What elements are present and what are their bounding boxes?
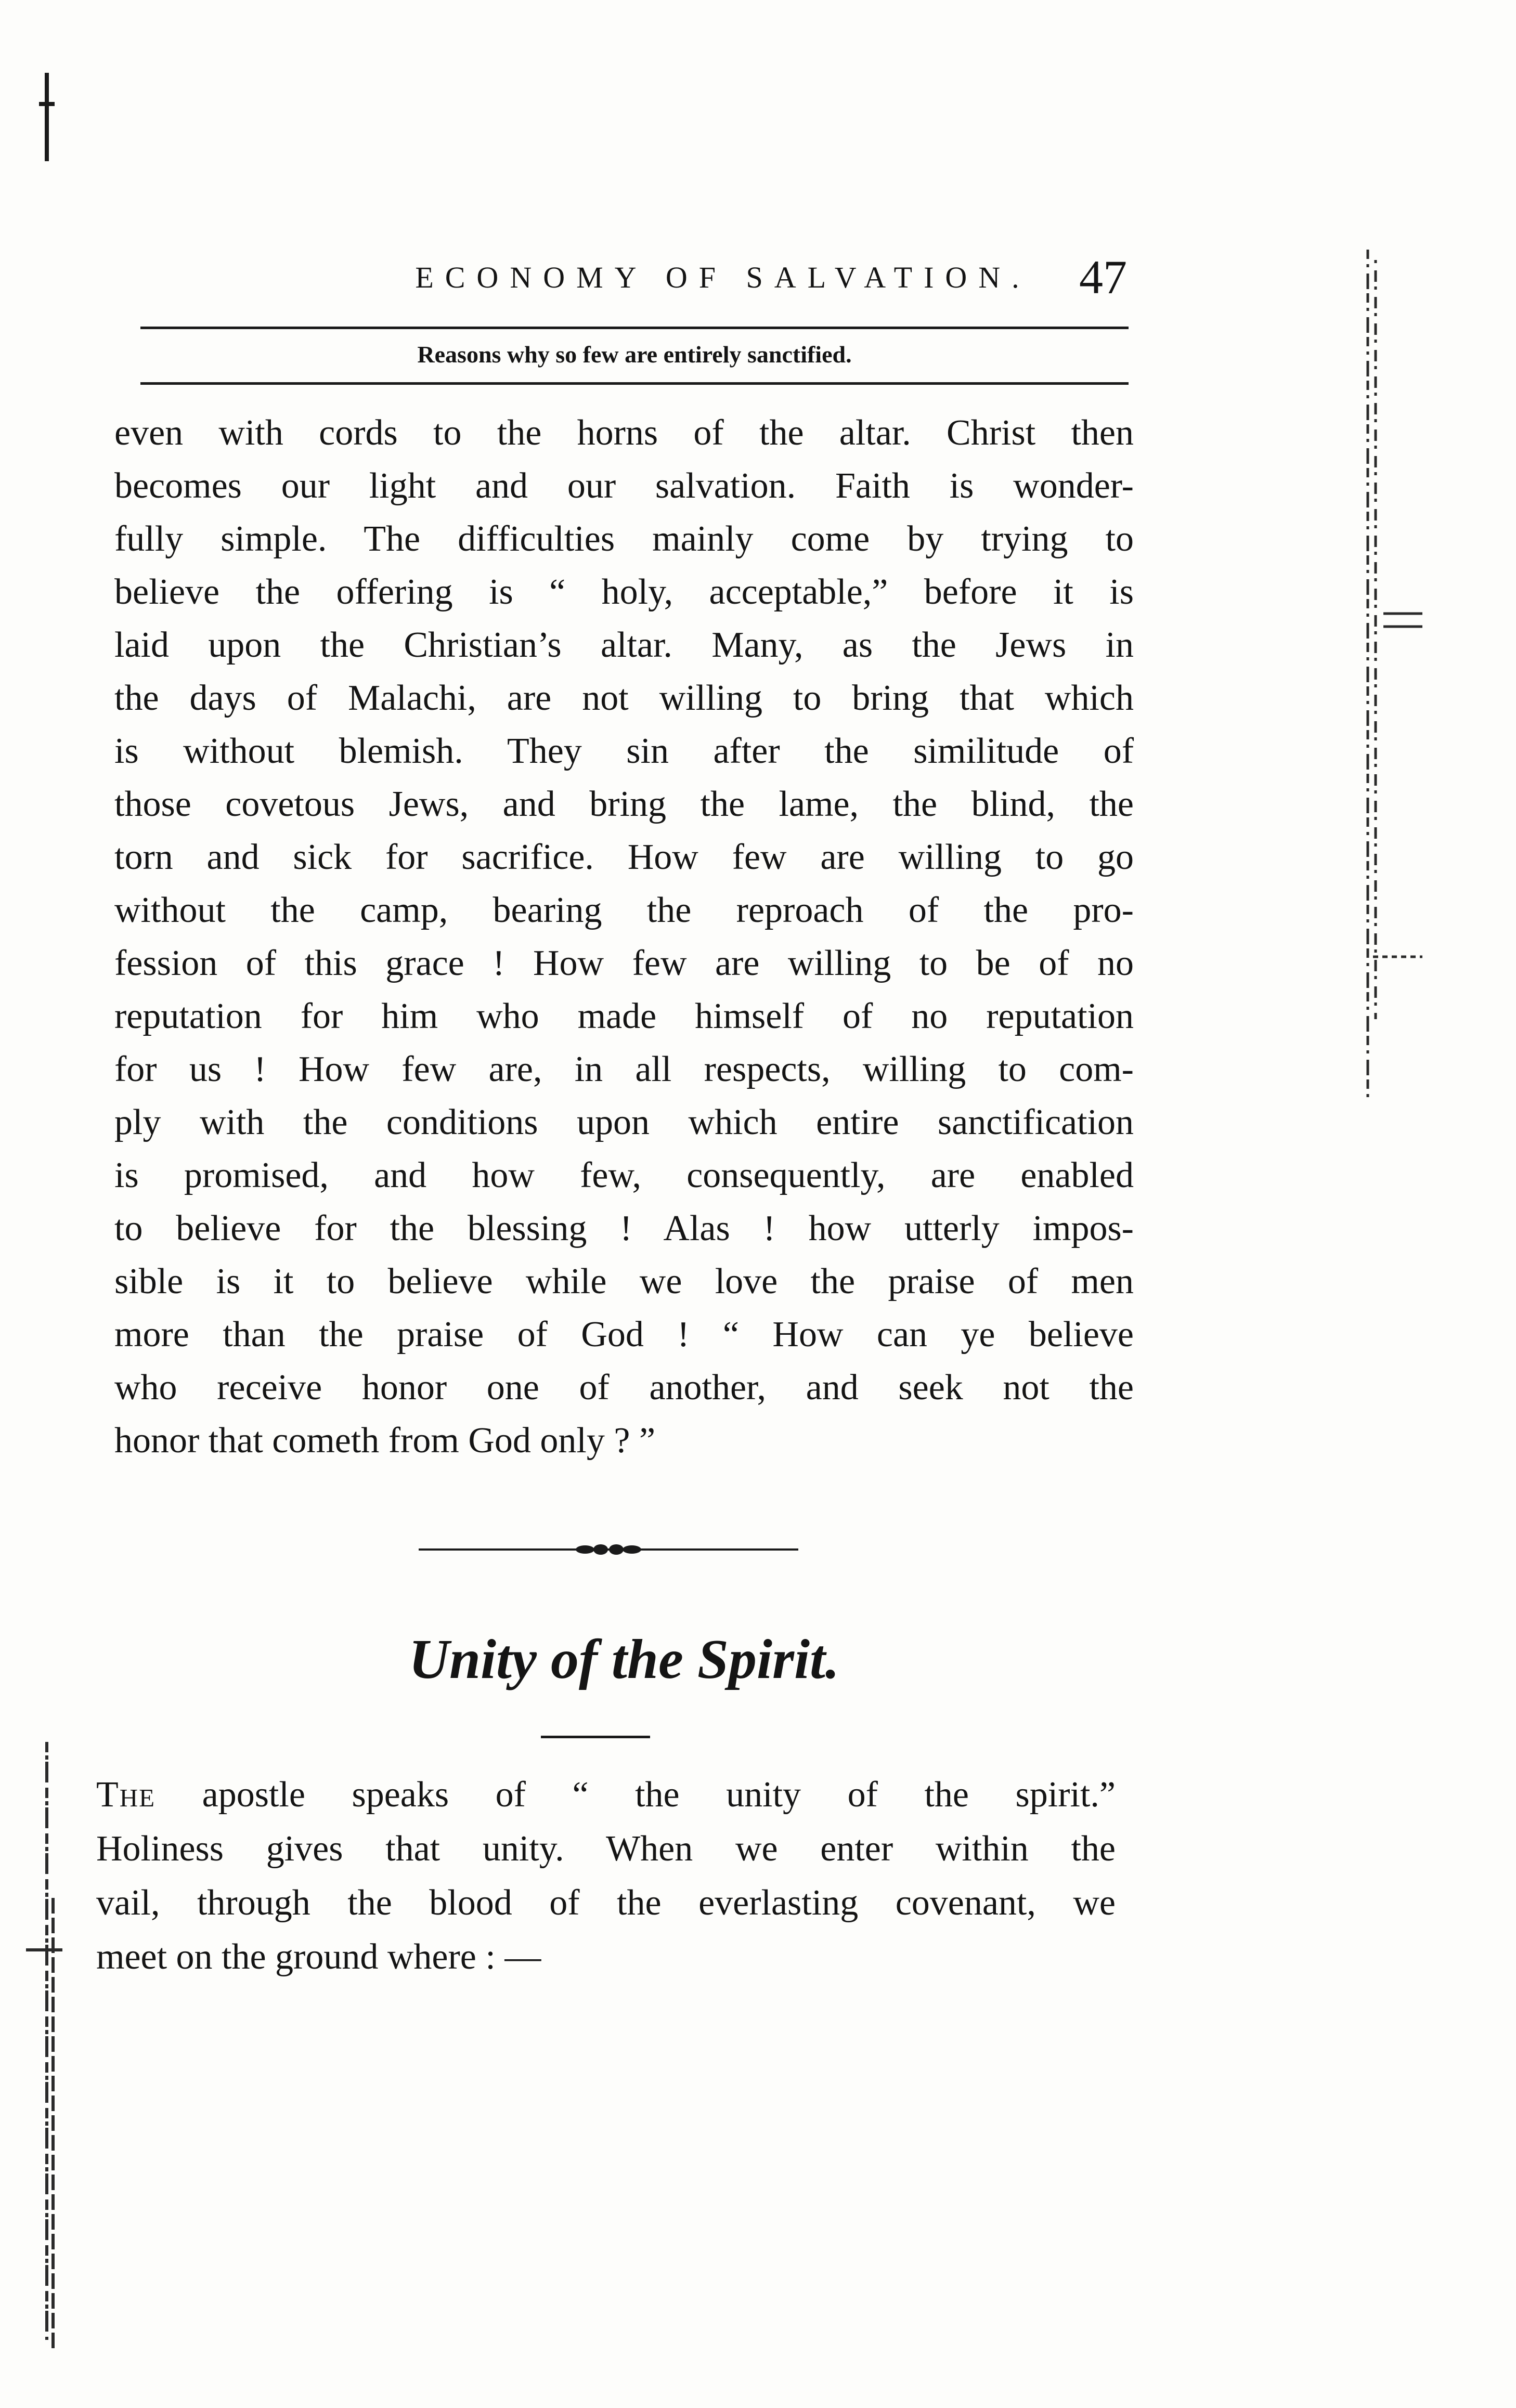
body-line: who receive honor one of another, and seek not the: [114, 1368, 1134, 1408]
section-paragraph: [96, 1768, 1116, 1984]
ornament-divider-icon: [419, 1543, 798, 1556]
body-line: is promised, and how few, consequently, are enabled: [114, 1155, 1134, 1195]
section-line: Holiness gives that unity. When we enter within the: [96, 1829, 1116, 1869]
body-line: is without blemish. They sin after the similitude of: [114, 731, 1134, 771]
header-rule-top: [140, 327, 1129, 329]
body-line: believe the offering is “ holy, acceptable,” before it is: [114, 572, 1134, 612]
body-line: sible is it to believe while we love the praise of men: [114, 1261, 1134, 1301]
body-line: ply with the conditions upon which entire sanctification: [114, 1102, 1134, 1142]
left-margin-scan-noise: [21, 1742, 68, 2355]
running-head-title: ECONOMY OF SALVATION.: [415, 261, 1031, 294]
page-number: 47: [1079, 251, 1127, 304]
section-line: meet on the ground where : —: [96, 1937, 541, 1977]
body-line: fession of this grace ! How few are willing to be of no: [114, 943, 1134, 983]
section-title: Unity of the Spirit.: [408, 1629, 840, 1690]
section-line: vail, through the blood of the everlasting covenant, we: [96, 1883, 1116, 1923]
body-line: torn and sick for sacrifice. How few are willing to go: [114, 837, 1134, 877]
body-line: without the camp, bearing the reproach of the pro-: [114, 890, 1134, 930]
first-line-text: apostle speaks of “ the unity of the spirit.”: [156, 1775, 1116, 1815]
body-paragraph: [114, 407, 1134, 1467]
lead-word: The: [96, 1775, 156, 1815]
body-line: becomes our light and our salvation. Faith is wonder-: [114, 466, 1134, 506]
body-line: the days of Malachi, are not willing to bring that which: [114, 678, 1134, 718]
body-line: for us ! How few are, in all respects, willing to com-: [114, 1049, 1134, 1089]
corner-scan-mark: [31, 62, 62, 166]
body-line: those covetous Jews, and bring the lame, the blind, the: [114, 784, 1134, 824]
body-line: to believe for the blessing ! Alas ! how utterly impos-: [114, 1208, 1134, 1248]
body-line: laid upon the Christian’s altar. Many, as the Jews in: [114, 625, 1134, 665]
body-line: reputation for him who made himself of no reputation: [114, 996, 1134, 1036]
header-rule-bottom: [140, 382, 1129, 385]
body-line: even with cords to the horns of the altar. Christ then: [114, 413, 1134, 453]
body-line: honor that cometh from God only ? ”: [114, 1421, 656, 1461]
section-subheading: Reasons why so few are entirely sanctified.: [417, 341, 852, 368]
body-line: fully simple. The difficulties mainly come by trying to: [114, 519, 1134, 559]
right-margin-scan-noise: [1352, 239, 1425, 1123]
body-line: more than the praise of God ! “ How can ye believe: [114, 1314, 1134, 1355]
section-line: [96, 1768, 1116, 1822]
title-rule: [541, 1736, 650, 1738]
